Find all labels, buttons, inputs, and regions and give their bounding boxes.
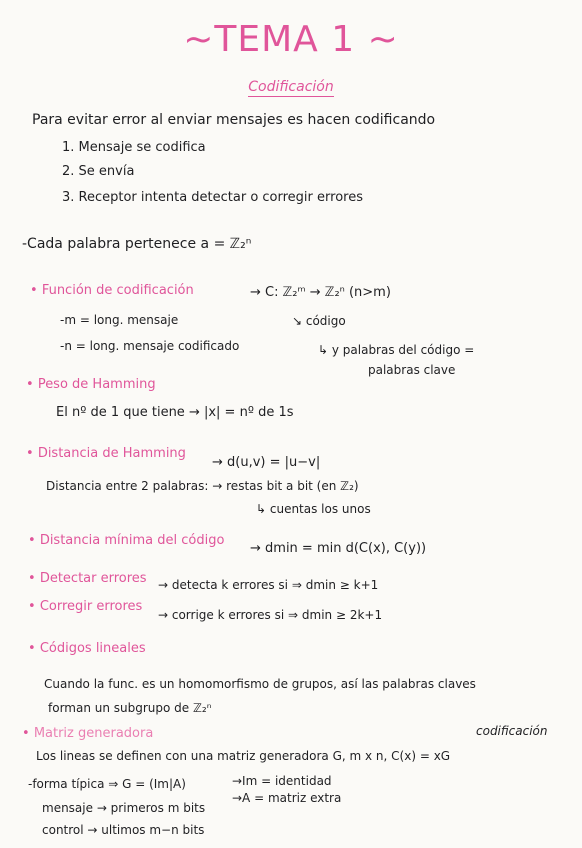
bullet-dot: • (28, 571, 40, 586)
bullet-dot: • (26, 446, 38, 461)
step-2: 2. Se envía (62, 164, 135, 179)
lineales-line2: forman un subgrupo de ℤ₂ⁿ (48, 701, 212, 715)
distancia-heading: Distancia de Hamming (37, 446, 186, 461)
bullet-dot: • (28, 533, 40, 548)
peso-heading: Peso de Hamming (37, 377, 156, 392)
matriz-heading: Matriz generadora (33, 726, 154, 741)
matriz-heading-row (22, 726, 153, 742)
page-title: ~TEMA 1 ~ (183, 19, 399, 60)
codificacion-annotation: codificación (476, 724, 548, 738)
funcion-formula: → C: ℤ₂ᵐ → ℤ₂ⁿ (n>m) (250, 285, 391, 300)
a-definition: →A = matriz extra (232, 791, 342, 805)
distmin-heading-row (28, 533, 224, 549)
corregir-heading: Corregir errores (39, 599, 143, 614)
bullet-dot: • (30, 283, 42, 298)
distancia-formula: → d(u,v) = |u−v| (212, 455, 321, 470)
corregir-formula: → corrige k errores si ⇒ dmin ≥ 2k+1 (158, 608, 383, 622)
m-definition: -m = long. mensaje (60, 313, 179, 327)
detectar-heading: Detectar errores (39, 571, 147, 586)
lineales-heading-row (28, 641, 146, 657)
peso-line: El nº de 1 que tiene → |x| = nº de 1s (56, 405, 294, 420)
distancia-heading-row (26, 446, 186, 462)
detectar-formula: → detecta k errores si ⇒ dmin ≥ k+1 (158, 578, 379, 592)
distmin-formula: → dmin = min d(C(x), C(y)) (250, 541, 427, 556)
bullet-dot: • (22, 726, 34, 741)
subtitle-text: Codificación (248, 79, 334, 95)
step-3: 3. Receptor intenta detectar o corregir errores (62, 190, 363, 205)
control-bits: control → ultimos m−n bits (42, 823, 205, 837)
intro-line: Para evitar error al enviar mensajes es hacen codificando (32, 112, 436, 128)
mensaje-bits: mensaje → primeros m bits (42, 801, 206, 815)
peso-heading-row (26, 377, 156, 393)
detectar-heading-row (28, 571, 147, 587)
palabras-clave: palabras clave (368, 363, 456, 377)
bullet-dot: • (26, 377, 38, 392)
lineales-heading: Códigos lineales (39, 641, 146, 656)
distancia-line2: ↳ cuentas los unos (256, 502, 371, 516)
bullet-dot: • (28, 641, 40, 656)
codigo-label: ↘ código (292, 314, 346, 328)
distmin-heading: Distancia mínima del código (39, 533, 225, 548)
n-definition: -n = long. mensaje codificado (60, 339, 240, 353)
funcion-heading: Función de codificación (41, 283, 194, 298)
lineales-line1: Cuando la func. es un homomorfismo de grupos, así las palabras claves (44, 677, 476, 691)
palabra-line: -Cada palabra pertenece a = ℤ₂ⁿ (22, 236, 252, 252)
distancia-line: Distancia entre 2 palabras: → restas bit a bit (en ℤ₂) (46, 479, 359, 493)
matriz-line1: Los lineas se definen con una matriz generadora G, m x n, C(x) = xG (36, 749, 451, 763)
bullet-dot: • (28, 599, 40, 614)
page-subtitle (0, 78, 582, 96)
im-definition: →Im = identidad (232, 774, 332, 788)
forma-tipica: -forma típica ⇒ G = (Im|A) (28, 777, 186, 791)
palabras-codigo: ↳ y palabras del código = (318, 343, 475, 357)
step-1: 1. Mensaje se codifica (62, 140, 206, 155)
corregir-heading-row (28, 599, 142, 615)
funcion-heading-row (30, 283, 194, 299)
